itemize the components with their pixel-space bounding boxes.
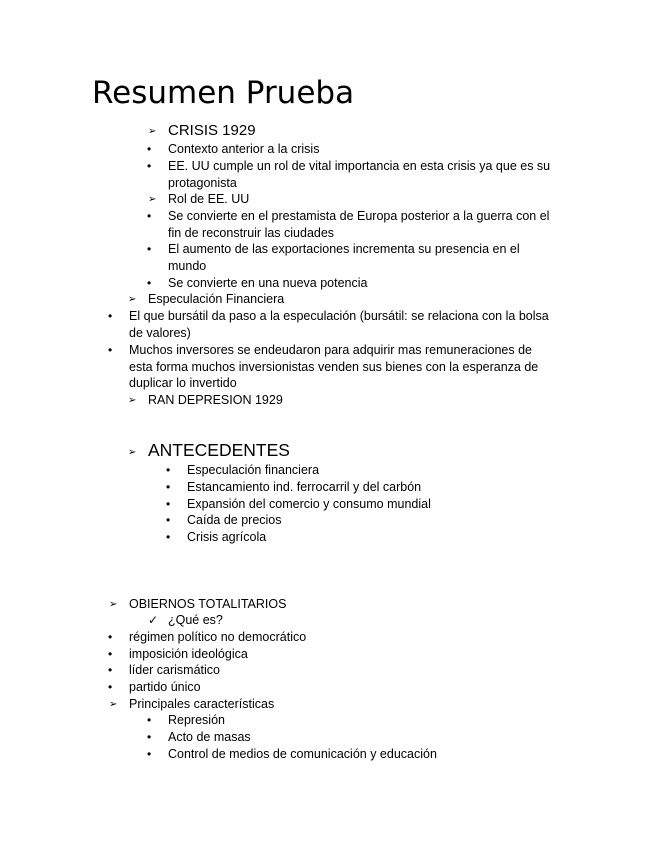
- bullet-icon: •: [147, 276, 152, 290]
- list-item: • EE. UU cumple un rol de vital importancia en esta crisis ya que es su protagonista: [147, 159, 551, 190]
- list-item: • El que bursátil da paso a la especulación (bursátil: se relaciona con la bolsa de valores): [108, 309, 549, 340]
- heading-gobiernos-totalitarios: ➢ OBIERNOS TOTALITARIOS: [111, 596, 286, 613]
- bullet-icon: •: [108, 630, 113, 644]
- list-item: • partido único: [108, 680, 201, 694]
- bullet-icon: •: [147, 713, 152, 727]
- bullet-icon: •: [147, 209, 152, 223]
- heading-antecedentes: ➢ ANTECEDENTES: [130, 440, 290, 460]
- list-item: • Contexto anterior a la crisis: [147, 142, 320, 156]
- list-item: • Caída de precios: [166, 513, 282, 527]
- list-item: ✓ ¿Qué es?: [148, 613, 223, 627]
- list-item: • imposición ideológica: [108, 647, 248, 661]
- bullet-icon: •: [147, 747, 152, 761]
- list-item: • Estancamiento ind. ferrocarril y del carbón: [166, 480, 422, 494]
- list-item: • Control de medios de comunicación y educación: [147, 747, 437, 761]
- bullet-icon: •: [108, 343, 113, 357]
- list-item: • Expansión del comercio y consumo mundial: [166, 497, 431, 511]
- bullet-icon: •: [108, 663, 113, 677]
- bullet-icon: •: [108, 309, 113, 323]
- bullet-icon: •: [147, 142, 152, 156]
- bullet-icon: •: [108, 647, 113, 661]
- arrow-icon: ➢: [128, 447, 137, 458]
- list-item: • Acto de masas: [147, 730, 251, 744]
- bullet-icon: •: [166, 463, 171, 477]
- list-item: ➢ Rol de EE. UU: [150, 191, 249, 208]
- bullet-icon: •: [166, 480, 171, 494]
- heading-crisis-1929: ➢ CRISIS 1929: [148, 122, 256, 139]
- page-title: Resumen Prueba: [92, 75, 355, 111]
- bullet-icon: •: [147, 159, 152, 173]
- bullet-icon: •: [147, 730, 152, 744]
- arrow-icon: ➢: [128, 395, 137, 406]
- list-item: • Crisis agrícola: [166, 530, 267, 544]
- bullet-icon: •: [166, 497, 171, 511]
- list-item: ➢ RAN DEPRESION 1929: [130, 392, 283, 409]
- list-item: • Muchos inversores se endeudaron para adquirir mas remuneraciones de esta forma muchos inversionistas venden sus bienes con la esperanza de duplicar lo invertido: [108, 343, 539, 391]
- bullet-icon: •: [108, 680, 113, 694]
- arrow-icon: ➢: [109, 599, 118, 610]
- list-item: • Especulación financiera: [166, 463, 320, 477]
- checkmark-icon: ✓: [148, 613, 159, 627]
- bullet-icon: •: [166, 513, 171, 527]
- bullet-icon: •: [147, 242, 152, 256]
- list-item: • Se convierte en una nueva potencia: [147, 276, 368, 290]
- arrow-icon: ➢: [148, 126, 157, 137]
- arrow-icon: ➢: [109, 699, 118, 710]
- bullet-icon: •: [166, 530, 171, 544]
- list-item: ➢ Especulación Financiera: [130, 291, 284, 308]
- list-item: • líder carismático: [108, 663, 220, 677]
- list-item: • Represión: [147, 713, 225, 727]
- list-item: • Se convierte en el prestamista de Europa posterior a la guerra con el fin de reconstruir las ciudades: [147, 209, 550, 240]
- list-item: ➢ Principales características: [111, 696, 274, 713]
- list-item: • régimen político no democrático: [108, 630, 307, 644]
- arrow-icon: ➢: [148, 194, 157, 205]
- list-item: • El aumento de las exportaciones incrementa su presencia en el mundo: [147, 242, 520, 273]
- arrow-icon: ➢: [128, 294, 137, 305]
